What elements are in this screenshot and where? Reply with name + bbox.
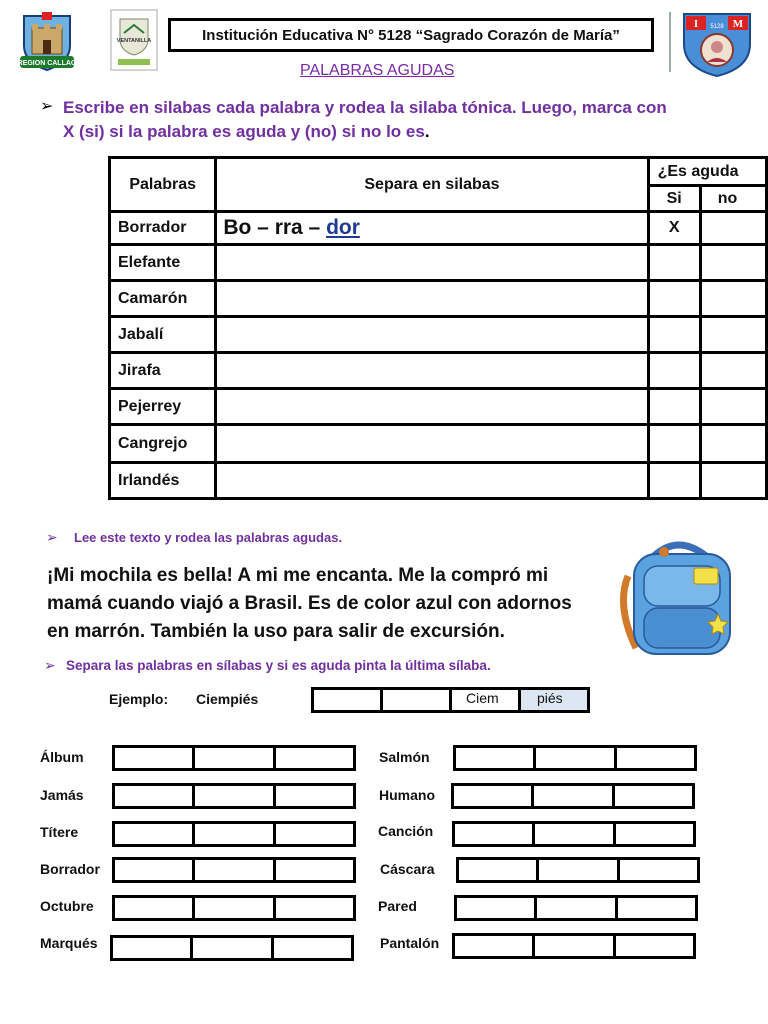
word-label: Jamás <box>40 787 84 803</box>
si-cell[interactable]: X <box>648 212 700 245</box>
word-cell: Pejerrey <box>110 389 216 425</box>
syllable-box[interactable] <box>192 857 276 883</box>
section2-instruction: Lee este texto y rodea las palabras agudas. <box>74 530 343 545</box>
syllable-box-row <box>112 857 356 883</box>
split-cell[interactable] <box>216 463 648 499</box>
example-label: Ejemplo: <box>109 691 169 707</box>
si-cell[interactable] <box>648 245 700 281</box>
word-cell: Cangrejo <box>110 425 216 463</box>
syllable-box-row <box>110 935 354 961</box>
syllable-box[interactable] <box>190 935 274 961</box>
syllable-box[interactable] <box>112 783 195 809</box>
syllable-box[interactable] <box>531 783 615 809</box>
word-label: Humano <box>379 787 435 803</box>
region-callao-logo-text: REGION CALLAO <box>18 60 76 67</box>
syllable-box[interactable] <box>112 821 195 847</box>
word-label: Pantalón <box>380 935 440 951</box>
syllable-box[interactable] <box>192 895 276 921</box>
page-title: PALABRAS AGUDAS <box>300 62 455 79</box>
syllable-box[interactable] <box>533 745 617 771</box>
crest-code: 5128 <box>710 24 724 30</box>
syllable-box[interactable] <box>110 935 193 961</box>
backpack-image <box>614 536 746 660</box>
syllable-box-row <box>454 895 698 921</box>
tonic-syllable: dor <box>326 216 360 239</box>
syllable-box <box>380 687 452 713</box>
no-cell[interactable] <box>700 281 766 317</box>
syllable-box[interactable] <box>456 857 539 883</box>
split-cell[interactable] <box>216 317 648 353</box>
word-label: Salmón <box>379 749 430 765</box>
table-row <box>110 281 767 317</box>
table-row <box>110 425 767 463</box>
word-label: Álbum <box>40 749 84 765</box>
si-cell[interactable] <box>648 353 700 389</box>
syllable-box[interactable] <box>534 895 618 921</box>
split-cell[interactable] <box>216 353 648 389</box>
no-cell[interactable] <box>700 317 766 353</box>
arrow-bullet-icon: ➢ <box>46 529 58 545</box>
table-row <box>110 212 767 245</box>
word-label: Marqués <box>40 935 98 951</box>
syllable-box[interactable] <box>273 783 356 809</box>
syllable-box[interactable] <box>452 821 535 847</box>
syllable-box-row <box>112 745 356 771</box>
si-cell[interactable] <box>648 463 700 499</box>
no-cell[interactable] <box>700 353 766 389</box>
syllable-box[interactable] <box>273 895 356 921</box>
syllable-box[interactable] <box>192 783 276 809</box>
split-cell[interactable] <box>216 389 648 425</box>
school-crest-logo <box>680 10 754 78</box>
syllable-box[interactable] <box>192 745 276 771</box>
si-cell[interactable] <box>648 281 700 317</box>
paragraph-line: mamá cuando viajó a Brasil. Es de color azul con adornos <box>47 593 572 614</box>
syllable-box[interactable] <box>532 933 616 959</box>
word-label: Títere <box>40 824 79 840</box>
reading-paragraph <box>47 562 607 646</box>
syllable-box[interactable] <box>112 745 195 771</box>
word-cell: Jabalí <box>110 317 216 353</box>
ventanilla-logo <box>110 9 158 71</box>
section1-instruction <box>63 96 723 144</box>
word-label: Borrador <box>40 861 100 877</box>
section1-instruction-line1: Escribe en silabas cada palabra y rodea la silaba tónica. Luego, marca con <box>63 98 667 117</box>
syllable-box[interactable] <box>532 821 616 847</box>
no-cell[interactable] <box>700 463 766 499</box>
si-cell[interactable] <box>648 425 700 463</box>
region-callao-logo <box>18 10 76 74</box>
no-cell[interactable] <box>700 245 766 281</box>
school-name: Institución Educativa N° 5128 “Sagrado Corazón de María” <box>202 26 620 44</box>
no-cell[interactable] <box>700 389 766 425</box>
syllable-box[interactable] <box>273 745 356 771</box>
crest-letter-right: M <box>732 18 744 30</box>
no-cell[interactable] <box>700 425 766 463</box>
word-label: Pared <box>378 898 417 914</box>
table-row <box>110 389 767 425</box>
col-header-split: Separa en silabas <box>216 158 648 212</box>
split-cell[interactable] <box>216 281 648 317</box>
split-text: Bo – rra – <box>223 216 327 239</box>
syllable-box-row <box>451 783 695 809</box>
syllable-box[interactable] <box>271 935 354 961</box>
syllable-box <box>311 687 383 713</box>
syllable-box[interactable] <box>613 821 696 847</box>
example-word: Ciempiés <box>196 691 259 707</box>
syllable-box-row <box>456 857 700 883</box>
syllable-box[interactable] <box>615 895 698 921</box>
word-cell: Borrador <box>110 212 216 245</box>
syllable-box[interactable] <box>617 857 700 883</box>
table-row <box>110 353 767 389</box>
example-syllable-boxes <box>311 687 590 713</box>
split-cell[interactable] <box>216 212 648 245</box>
crest-letter-left: I <box>693 18 699 30</box>
syllable-box-row <box>112 821 356 847</box>
word-cell: Jirafa <box>110 353 216 389</box>
arrow-bullet-icon: ➢ <box>44 657 56 673</box>
word-label: Cáscara <box>380 861 435 877</box>
col-header-si: Si <box>648 186 700 212</box>
arrow-bullet-icon: ➢ <box>40 98 54 115</box>
syllable-box[interactable] <box>452 933 535 959</box>
si-cell[interactable] <box>648 389 700 425</box>
syllable-table <box>108 156 768 500</box>
col-header-no: no <box>700 186 766 212</box>
syllable-box-row <box>112 895 356 921</box>
word-cell: Irlandés <box>110 463 216 499</box>
paragraph-line: ¡Mi mochila es bella! A mi me encanta. Me la compró mi <box>47 565 549 586</box>
col-header-words: Palabras <box>110 158 216 212</box>
col-header-question: ¿Es aguda <box>648 158 766 186</box>
syllable-box[interactable] <box>612 783 695 809</box>
syllable-box-row <box>453 745 697 771</box>
word-cell: Elefante <box>110 245 216 281</box>
syllable-box[interactable] <box>536 857 620 883</box>
table-row <box>110 463 767 499</box>
syllable-box[interactable] <box>451 783 534 809</box>
split-cell[interactable] <box>216 245 648 281</box>
section1-instruction-line2: X (si) si la palabra es aguda y (no) si no lo es <box>63 122 425 141</box>
word-cell: Camarón <box>110 281 216 317</box>
syllable-box[interactable] <box>192 821 276 847</box>
word-label: Canción <box>378 823 434 839</box>
header-divider <box>669 12 671 72</box>
syllable-box[interactable] <box>454 895 537 921</box>
split-cell[interactable] <box>216 425 648 463</box>
syllable-box[interactable] <box>273 821 356 847</box>
ventanilla-logo-text: VENTANILLA <box>116 38 152 44</box>
paragraph-line: en marrón. También la uso para salir de excursión. <box>47 621 505 642</box>
word-label: Octubre <box>40 898 94 914</box>
syllable-box[interactable] <box>112 857 195 883</box>
table-row <box>110 245 767 281</box>
syllable-box[interactable] <box>614 745 697 771</box>
syllable-box-row <box>452 821 696 847</box>
syllable-box-row <box>452 933 696 959</box>
syllable-box[interactable] <box>613 933 696 959</box>
syllable-box-row <box>112 783 356 809</box>
syllable-box: Ciem <box>449 687 521 713</box>
section1-instruction-period: . <box>424 122 430 141</box>
syllable-box[interactable] <box>453 745 536 771</box>
school-name-box <box>168 18 654 52</box>
syllable-box[interactable] <box>112 895 195 921</box>
syllable-box[interactable] <box>273 857 356 883</box>
section3-instruction: Separa las palabras en sílabas y si es aguda pinta la última sílaba. <box>66 658 491 673</box>
syllable-box-highlighted: piés <box>518 687 590 713</box>
no-cell[interactable] <box>700 212 766 245</box>
si-cell[interactable] <box>648 317 700 353</box>
table-row <box>110 317 767 353</box>
